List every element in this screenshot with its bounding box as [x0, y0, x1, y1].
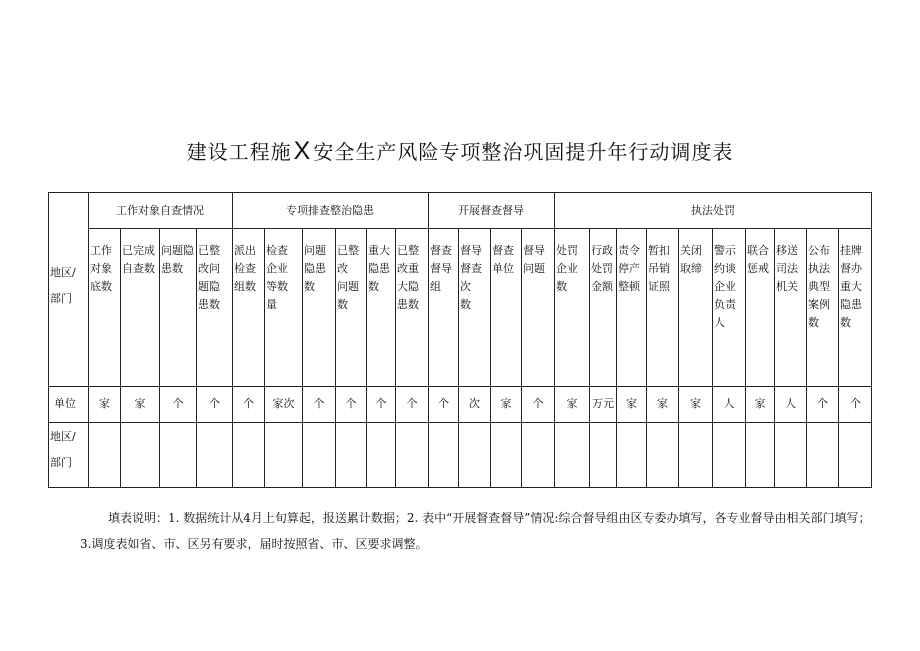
table-rule — [48, 422, 872, 423]
table-column-rule — [120, 228, 121, 488]
title-mark: X — [293, 137, 312, 165]
unit-cell: 家 — [99, 397, 110, 410]
group-header-enforcement: 执法处罚 — [691, 204, 735, 217]
fill-instructions: 填表说明：1. 数据统计从4月上旬算起，报送累计数据；2. 表中“开展督查督导”情况:综合督导组由区专委办填写，各专业督导由相关部门填写；3.调度表如省、市、区另有要求，届时按照省、市、区要求调整。 — [80, 511, 871, 551]
table-border-bottom — [48, 487, 872, 488]
column-header: 暂扣 吊销 证照 — [648, 244, 670, 293]
unit-cell: 家 — [754, 397, 766, 410]
unit-cell: 个 — [209, 397, 220, 410]
data-row-label: 地区/ 部门 — [50, 430, 76, 469]
unit-label: 单位 — [54, 397, 76, 410]
column-header: 检查 企业 等数 量 — [266, 244, 288, 311]
table-column-rule — [838, 228, 839, 488]
table-column-rule — [774, 228, 775, 488]
column-header: 重大 隐患 数 — [368, 244, 390, 293]
table-column-rule — [302, 228, 303, 488]
column-header: 督导 问题 — [523, 244, 545, 275]
table-column-rule — [428, 192, 429, 488]
group-header-supervision: 开展督查督导 — [458, 204, 524, 217]
title-part-1: 建设工程施 — [186, 140, 292, 164]
column-header: 督查 督导 组 — [430, 244, 452, 293]
unit-cell: 个 — [532, 397, 544, 410]
table-column-rule — [745, 228, 746, 488]
title-part-2: 安全生产风险专项整治巩固提升年行动调度表 — [313, 140, 734, 164]
table-column-rule — [521, 228, 522, 488]
column-header: 已整改 问题数 — [337, 244, 359, 311]
unit-cell: 个 — [850, 397, 861, 410]
unit-cell: 人 — [785, 397, 796, 410]
table-border-top — [48, 192, 872, 193]
table-column-rule — [871, 192, 872, 488]
column-header: 挂牌 督办 重大 隐患 数 — [840, 244, 862, 329]
unit-cell: 家 — [134, 397, 146, 410]
column-header: 问题隐 患数 — [161, 244, 194, 275]
column-header: 已完成 自查数 — [122, 244, 155, 275]
unit-cell: 个 — [172, 397, 184, 410]
table-column-rule — [264, 228, 265, 488]
table-column-rule — [366, 228, 367, 488]
column-header: 关闭 取缔 — [680, 244, 702, 275]
unit-cell: 家次 — [272, 397, 295, 410]
column-header: 已整 改重 大隐 患数 — [397, 244, 419, 311]
unit-cell: 家 — [657, 397, 668, 410]
column-header: 派出 检查 组数 — [234, 244, 256, 293]
table-rule — [88, 228, 872, 229]
unit-cell: 次 — [469, 397, 480, 410]
unit-cell: 个 — [345, 397, 357, 410]
column-header: 问题 隐患 数 — [304, 244, 326, 293]
column-header: 工作 对象 底数 — [90, 244, 112, 293]
column-header: 行政 处罚 金额 — [591, 244, 613, 293]
table-column-rule — [232, 192, 233, 488]
unit-cell: 家 — [626, 397, 637, 410]
unit-cell: 个 — [817, 397, 828, 410]
table-column-rule — [678, 228, 679, 488]
region-header: 地区/ 部门 — [50, 266, 76, 305]
unit-cell: 个 — [313, 397, 325, 410]
column-header: 警示 约谈 企业 负责 人 — [714, 244, 736, 329]
table-column-rule — [712, 228, 713, 488]
page-title — [0, 136, 920, 166]
table-column-rule — [395, 228, 396, 488]
unit-cell: 个 — [375, 397, 387, 410]
unit-cell: 个 — [406, 397, 418, 410]
column-header: 责令 停产 整顿 — [618, 244, 640, 293]
dispatch-table — [48, 192, 872, 488]
table-column-rule — [589, 228, 590, 488]
column-header: 督导 督查 次 数 — [460, 244, 482, 311]
table-column-rule — [159, 228, 160, 488]
table-column-rule — [335, 228, 336, 488]
table-rule — [48, 386, 872, 387]
unit-cell: 个 — [438, 397, 449, 410]
table-column-rule — [490, 228, 491, 488]
unit-cell: 家 — [500, 397, 512, 410]
column-header: 已整 改问 题隐 患数 — [198, 244, 220, 311]
group-header-self-check: 工作对象自查情况 — [116, 204, 204, 217]
unit-cell: 万元 — [592, 397, 614, 410]
table-column-rule — [616, 228, 617, 488]
unit-cell: 家 — [690, 397, 701, 410]
table-column-rule — [88, 192, 89, 488]
table-column-rule — [48, 192, 49, 488]
table-column-rule — [554, 192, 555, 488]
unit-cell: 个 — [243, 397, 254, 410]
group-header-hazard-rectification: 专项排查整治隐患 — [286, 204, 374, 217]
unit-cell: 家 — [566, 397, 578, 410]
table-column-rule — [806, 228, 807, 488]
column-header: 公布 执法 典型 案例 数 — [808, 244, 830, 329]
table-column-rule — [196, 228, 197, 488]
column-header: 督查 单位 — [492, 244, 514, 275]
column-header: 联合 惩戒 — [747, 244, 769, 275]
table-column-rule — [646, 228, 647, 488]
table-column-rule — [458, 228, 459, 488]
column-header: 移送 司法 机关 — [776, 244, 798, 293]
unit-cell: 人 — [723, 397, 735, 410]
column-header: 处罚 企业 数 — [556, 244, 578, 293]
